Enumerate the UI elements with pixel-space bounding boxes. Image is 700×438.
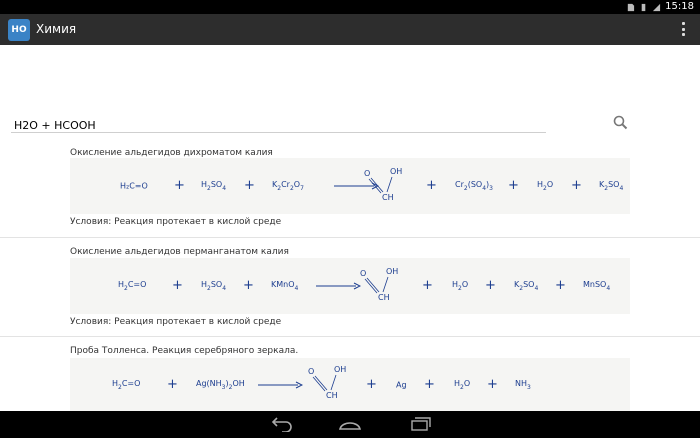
plus-sign: + — [426, 177, 437, 193]
product-silver: Ag — [396, 380, 407, 389]
reactant-sulfuric-acid: $H_2SO_4$ — [201, 280, 227, 292]
product-water: $H_2O$ — [537, 180, 554, 192]
reaction-title: Окисление альдегидов дихроматом калия — [70, 148, 273, 158]
plus-sign: + — [508, 177, 519, 193]
product-potassium-sulfate: $K_2SO_4$ — [599, 180, 624, 192]
acid-ch-label: CH — [326, 391, 338, 400]
app-title: Химия — [36, 22, 77, 36]
overflow-menu-icon[interactable] — [682, 22, 686, 36]
acid-oh-label: OH — [390, 167, 403, 176]
search-icon[interactable] — [612, 114, 630, 132]
formic-acid-structure — [356, 264, 400, 306]
plus-sign: + — [243, 277, 254, 293]
acid-ch-label: CH — [382, 193, 394, 202]
reaction-title: Окисление альдегидов перманганатом калия — [70, 247, 289, 257]
plus-sign: + — [172, 277, 183, 293]
status-icons — [626, 1, 694, 13]
acid-o-label: O — [308, 367, 315, 376]
plus-sign: + — [487, 376, 498, 392]
reaction-card[interactable] — [0, 140, 700, 238]
reactant-formaldehyde: H₂C=O — [120, 181, 148, 191]
navigation-bar — [0, 411, 700, 438]
reaction-card[interactable] — [0, 238, 700, 337]
formic-acid-structure — [360, 164, 404, 206]
plus-sign: + — [174, 177, 185, 193]
reactant-tollens-reagent: $Ag(NH_3)_2OH$ — [196, 378, 245, 391]
reaction-card[interactable] — [0, 337, 700, 411]
equation — [70, 358, 630, 411]
product-water: $H_2O$ — [452, 280, 469, 292]
equation — [70, 158, 630, 214]
product-water: $H_2O$ — [454, 378, 471, 391]
equation — [70, 258, 630, 314]
formic-acid-structure — [304, 362, 348, 404]
plus-sign: + — [422, 277, 433, 293]
reaction-condition: Условия: Реакция протекает в кислой среде — [70, 217, 282, 227]
reactant-formaldehyde: $H_2C=O$ — [118, 280, 147, 292]
product-manganese-sulfate: MnSO$_4$ — [583, 280, 611, 292]
back-icon[interactable] — [268, 416, 296, 432]
app-icon[interactable] — [8, 19, 30, 41]
home-icon[interactable] — [336, 416, 364, 432]
recent-apps-icon[interactable] — [406, 416, 434, 432]
plus-sign: + — [485, 277, 496, 293]
product-potassium-sulfate: $K_2SO_4$ — [514, 280, 539, 292]
plus-sign: + — [167, 376, 178, 392]
reactant-potassium-dichromate: $K_2Cr_2O_7$ — [272, 180, 304, 192]
reaction-title: Проба Толленса. Реакция серебряного зеркала. — [70, 346, 299, 356]
plus-sign: + — [244, 177, 255, 193]
acid-ch-label: CH — [378, 293, 390, 302]
app-icon-label: HO — [11, 25, 27, 35]
product-ammonia: $NH_3$ — [515, 378, 531, 391]
reaction-arrow-icon — [258, 381, 303, 389]
acid-o-label: O — [364, 169, 371, 178]
acid-oh-label: OH — [334, 365, 347, 374]
reactant-formaldehyde: $H_2C=O$ — [112, 378, 141, 391]
reaction-arrow-icon — [316, 282, 361, 290]
status-time: 15:18 — [665, 1, 694, 12]
search-input[interactable] — [11, 118, 546, 133]
acid-oh-label: OH — [386, 267, 399, 276]
plus-sign: + — [366, 376, 377, 392]
reactant-potassium-permanganate: KMnO$_4$ — [271, 280, 299, 292]
battery-icon — [639, 3, 648, 12]
reaction-condition: Условия: Реакция протекает в кислой среде — [70, 317, 282, 327]
plus-sign: + — [424, 376, 435, 392]
acid-o-label: O — [360, 269, 367, 278]
status-bar — [0, 0, 700, 14]
plus-sign: + — [555, 277, 566, 293]
reactant-sulfuric-acid: $H_2SO_4$ — [201, 180, 227, 192]
product-chromium-sulfate: $Cr_2(SO_4)_3$ — [455, 180, 493, 192]
action-bar — [0, 14, 700, 45]
plus-sign: + — [571, 177, 582, 193]
sd-card-icon — [626, 3, 635, 12]
signal-icon — [652, 3, 661, 12]
